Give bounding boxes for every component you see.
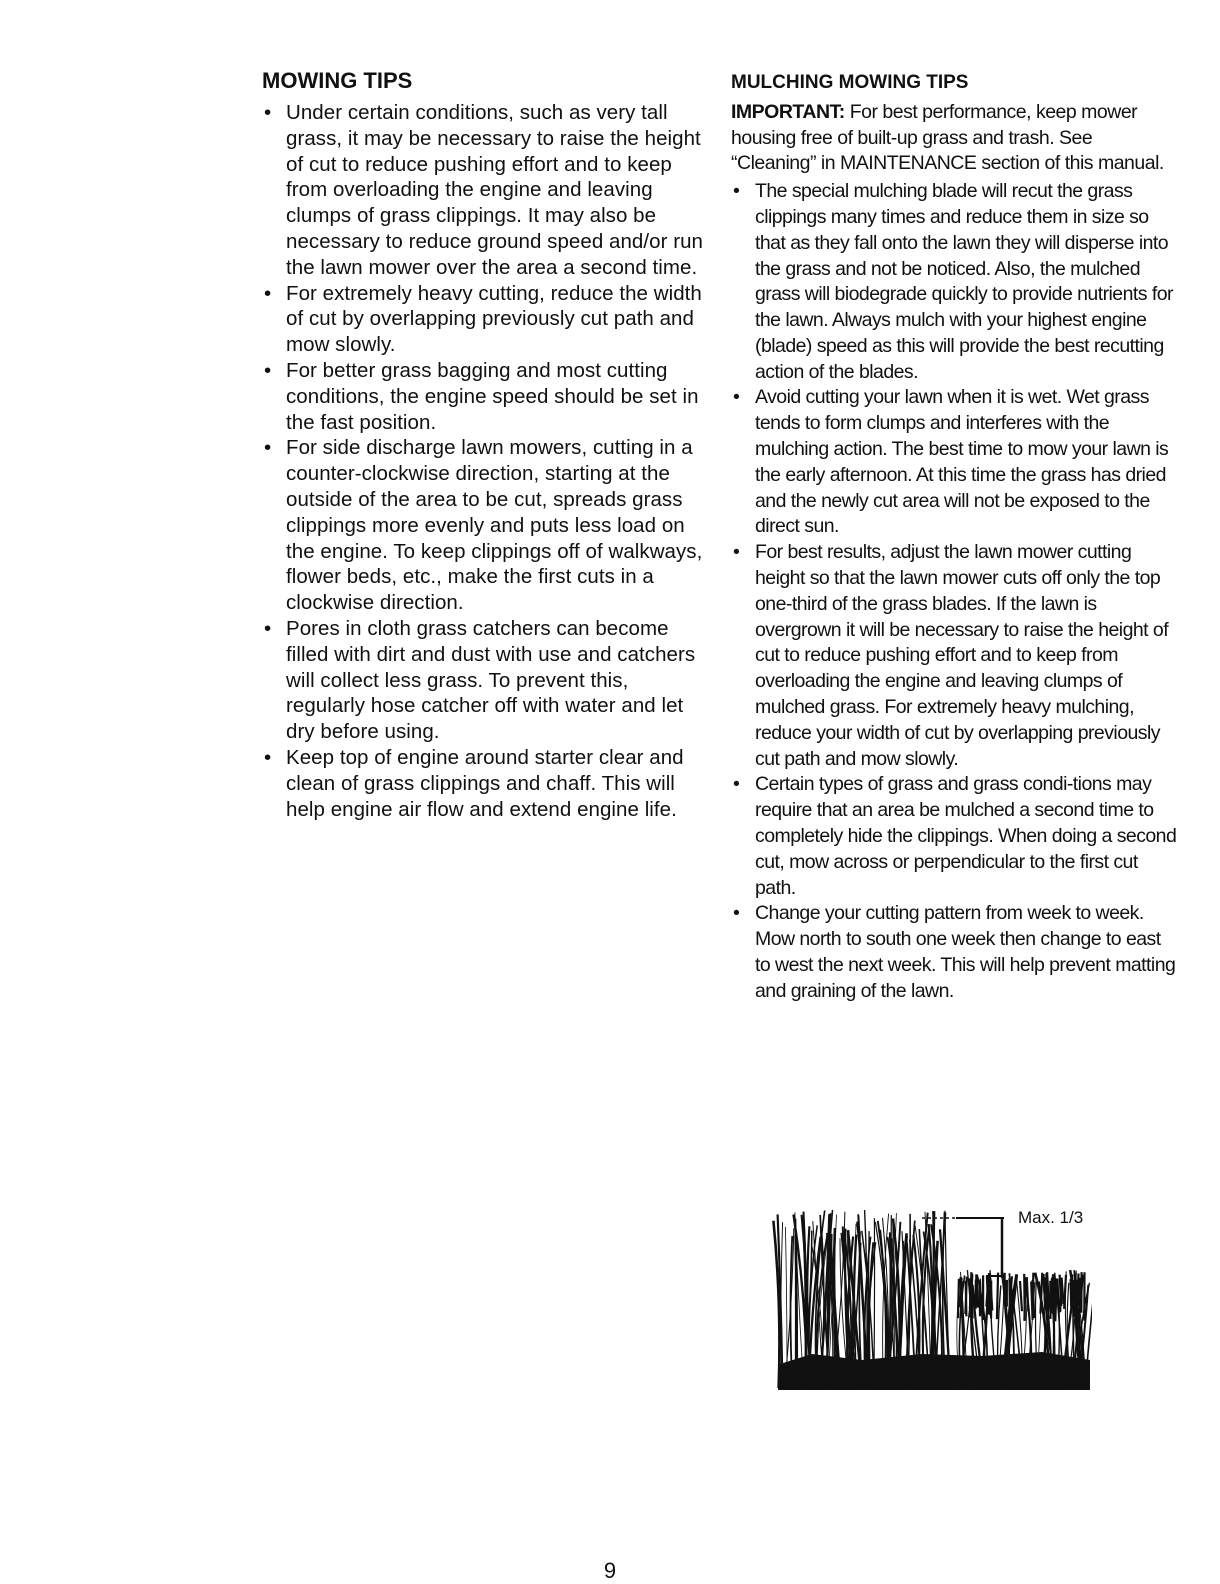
list-item-text: For extremely heavy cutting, reduce the width of cut by overlapping previously cut path and mow slowly. (286, 281, 702, 357)
list-item (731, 772, 1179, 901)
list-item-text: Pores in cloth grass catchers can become filled with dirt and dust with use and catchers will collect less grass. To prevent this, regularly hose catcher off with water and let dry before using. (286, 616, 696, 744)
mulching-tips-heading: MULCHING MOWING TIPS (731, 72, 969, 93)
mowing-tips-list (262, 100, 712, 822)
cut-grass-stalk (1024, 1277, 1025, 1321)
bullet-icon: • (264, 101, 272, 124)
grass-blades (773, 1210, 1092, 1390)
mulching-tips-list (731, 179, 1179, 1005)
list-item (731, 385, 1179, 540)
bullet-icon: • (264, 436, 272, 460)
page-number: 9 (603, 1558, 617, 1583)
bullet-icon: • (264, 281, 272, 305)
bullet-icon: • (733, 773, 740, 796)
list-item-text: The special mulching blade will recut the grass clippings many times and reduce them in size so that as they fall onto the lawn they will disperse into the grass and not be noticed. Also, the mulched grass will biodegrade quickly to provide nutrients for the lawn. Always mulch with your highest engine (blade) speed as this will provide the best recutting action of the blades. (755, 180, 1173, 383)
list-item (262, 435, 712, 616)
list-item-text: Under certain conditions, such as very tall grass, it may be necessary to raise the height of cut to reduce pushing effort and to keep from overloading the engine and leaving clumps of grass clippings. It may also be necessary to reduce ground speed and/or run the lawn mower over the area a second time. (286, 101, 703, 279)
bullet-icon: • (733, 386, 740, 409)
cut-grass-stalk (1071, 1279, 1072, 1307)
list-item-text: For best results, adjust the lawn mower cutting height so that the lawn mower cuts off only the top one-third of the grass blades. If the lawn is overgrown it will be necessary to raise the height of cut to reduce pushing effort and to keep from overloading the engine and leaving clumps of mulched grass. For extremely heavy mulching, reduce your width of cut by overlapping previously cut path and mow slowly. (755, 541, 1169, 770)
important-note (731, 100, 1179, 177)
list-item-text: For better grass bagging and most cutting conditions, the engine speed should be set in the fast position. (286, 358, 699, 434)
list-item-text: Certain types of grass and grass condi-tions may require that an area be mulched a second time to completely hide the clippings. When doing a second cut, mow across or perpendicular to the first cut path. (755, 773, 1177, 899)
list-item-text: For side discharge lawn mowers, cutting in a counter-clockwise direction, starting at the outside of the area to be cut, spreads grass clippings more evenly and puts less load on the engine. To keep clippings off of walkways, flower beds, etc., make the first cuts in a clockwise direction. (286, 436, 703, 615)
important-label: IMPORTANT: (731, 101, 845, 123)
cut-grass-stalk (1080, 1278, 1081, 1303)
bullet-icon: • (733, 541, 740, 564)
cut-grass-stalk (958, 1279, 959, 1318)
list-item (731, 540, 1179, 772)
bullet-icon: • (264, 616, 272, 640)
list-item (262, 745, 712, 822)
list-item (262, 358, 712, 435)
max-one-third-label: Max. 1/3 (1018, 1208, 1084, 1227)
mowing-tips-section (262, 62, 712, 822)
cut-grass-stalk (1056, 1280, 1058, 1310)
bullet-icon: • (264, 358, 272, 382)
cut-grass-stalk (970, 1274, 972, 1306)
list-item-text: Change your cutting pattern from week to week. Mow north to south one week then change to east to west the next week. This will help prevent matting and graining of the lawn. (755, 902, 1176, 1002)
cut-grass-stalk (1020, 1281, 1022, 1311)
cut-grass-stalk (1033, 1273, 1034, 1306)
list-item (731, 901, 1179, 1004)
grass-cut-height-figure (772, 1204, 1092, 1390)
list-item (731, 179, 1179, 385)
list-item-text: Avoid cutting your lawn when it is wet. Wet grass tends to form clumps and interferes with the mulching action. The best time to mow your lawn is the early afternoon. At this time the grass has dried and the newly cut area will not be exposed to the direct sun. (755, 386, 1169, 538)
bullet-icon: • (733, 180, 740, 203)
grass-illustration (772, 1204, 1092, 1390)
cut-grass-stalk (965, 1277, 966, 1314)
cut-grass-stalk (1027, 1278, 1029, 1312)
bullet-icon: • (733, 902, 740, 925)
list-item (262, 616, 712, 745)
cut-grass-stalk (997, 1273, 998, 1320)
important-text: For best performance, keep mower housing free of built-up grass and trash. See “Cleaning” in MAINTENANCE section of this manual. (731, 101, 1164, 175)
mowing-tips-heading: MOWING TIPS (262, 68, 413, 93)
grass-blade (790, 1236, 792, 1388)
list-item (262, 100, 712, 281)
bullet-icon: • (264, 745, 272, 769)
cut-grass-stalk (1052, 1274, 1053, 1313)
list-item-text: Keep top of engine around starter clear and clean of grass clippings and chaff. This will help engine air flow and extend engine life. (286, 745, 684, 821)
mulching-tips-section (731, 62, 1179, 1005)
list-item (262, 281, 712, 358)
